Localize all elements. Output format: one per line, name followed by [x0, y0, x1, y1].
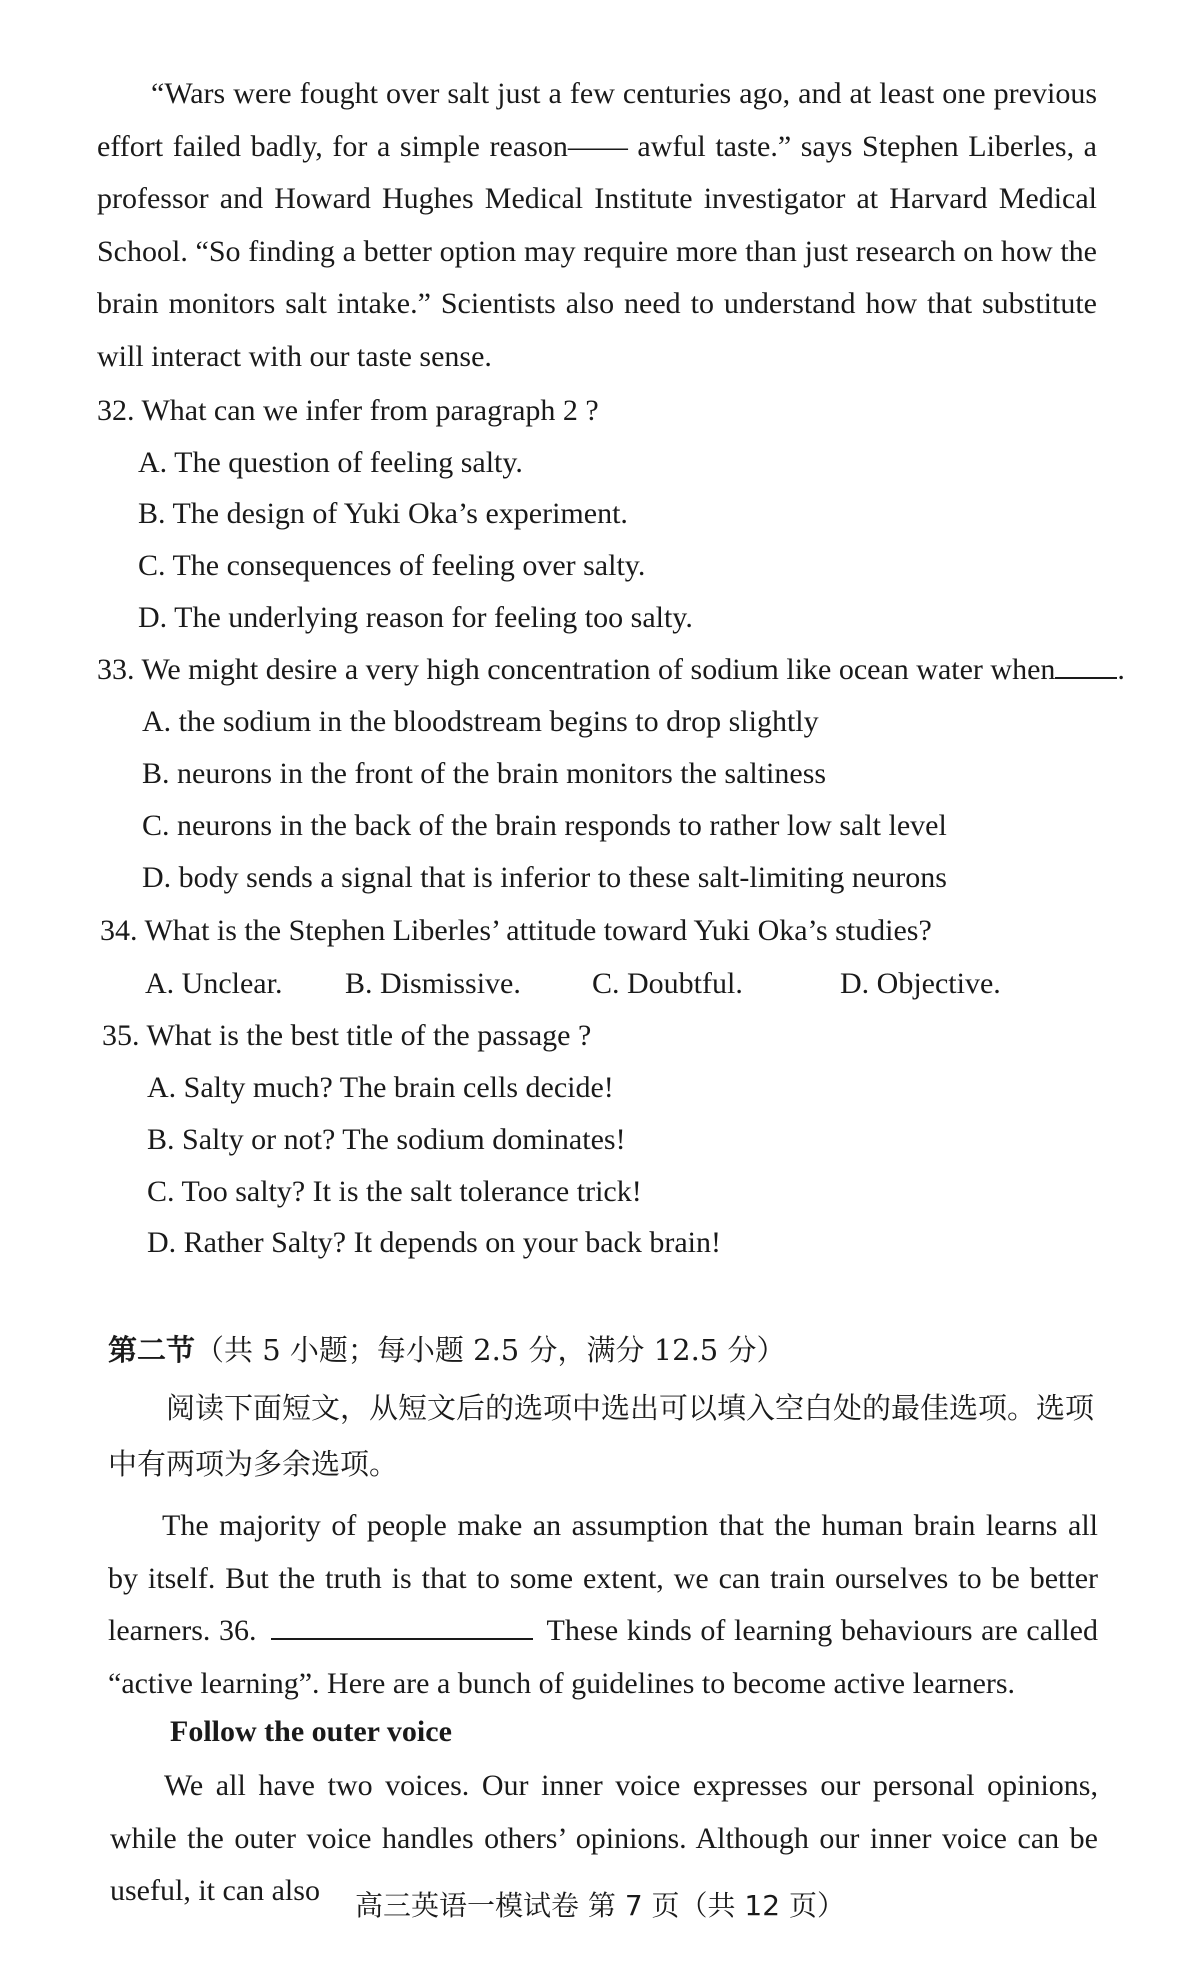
- question-35-stem: 35. What is the best title of the passage ?: [102, 1019, 592, 1052]
- question-34-stem: 34. What is the Stephen Liberles’ attitude toward Yuki Oka’s studies?: [100, 914, 932, 947]
- question-34-option-d: D. Objective.: [840, 967, 1001, 1000]
- question-32-option-d: D. The underlying reason for feeling too salty.: [138, 601, 693, 634]
- question-33-option-a: A. the sodium in the bloodstream begins to drop slightly: [142, 705, 819, 738]
- passage-paragraph: “Wars were fought over salt just a few centuries ago, and at least one previous effort failed badly, for a simple reason—— awful taste.” says Stephen Liberles, a professor and Howard Hughes Medical Institute investigator at Harvard Medical School. “So finding a better option may require more than just research on how the brain monitors salt intake.” Scientists also need to understand how that substitute will interact with our taste sense.: [97, 77, 1097, 373]
- question-34-option-c: C. Doubtful.: [592, 967, 743, 1000]
- section-heading: [108, 1330, 785, 1370]
- question-32-stem: 32. What can we infer from paragraph 2 ?: [97, 394, 599, 427]
- question-34-option-b: B. Dismissive.: [345, 967, 521, 1000]
- question-35-option-d: D. Rather Salty? It depends on your back brain!: [147, 1226, 721, 1259]
- question-33-stem-text: 33. We might desire a very high concentration of sodium like ocean water when: [97, 653, 1056, 686]
- page-footer: 高三英语一模试卷 第 7 页（共 12 页）: [355, 1889, 845, 1922]
- question-33-stem: [97, 650, 1125, 690]
- passage-paragraph-intro: [108, 1500, 1098, 1710]
- answer-blank: [1055, 651, 1117, 679]
- section-instructions: 阅读下面短文，从短文后的选项中选出可以填入空白处的最佳选项。选项中有两项为多余选项。: [108, 1391, 1095, 1481]
- question-33-option-b: B. neurons in the front of the brain monitors the saltiness: [142, 757, 827, 790]
- question-33-option-d: D. body sends a signal that is inferior to these salt-limiting neurons: [142, 861, 947, 894]
- question-32-option-c: C. The consequences of feeling over salty.: [138, 549, 646, 582]
- question-33-option-c: C. neurons in the back of the brain responds to rather low salt level: [142, 809, 947, 842]
- passage-paragraph-outer-voice: We all have two voices. Our inner voice expresses our personal opinions, while the outer voice handles others’ opinions. Although our inner voice can be useful, it can also: [110, 1769, 1098, 1908]
- section-title: 第二节: [108, 1333, 196, 1367]
- question-34-option-a: A. Unclear.: [145, 967, 283, 1000]
- passage-subheading: Follow the outer voice: [170, 1715, 452, 1748]
- question-33-stem-end: .: [1117, 653, 1125, 686]
- section-scoring: （共 5 小题；每小题 2.5 分，满分 12.5 分）: [195, 1333, 786, 1367]
- question-35-option-b: B. Salty or not? The sodium dominates!: [147, 1123, 626, 1156]
- passage-intro-text: The majority of people make an assumption that the human brain learns all by itself. But the truth is that to some extent, we can train ourselves to be better learners. 36.: [108, 1509, 1098, 1648]
- passage-intro-continuation: These kinds of learning behaviours are called “active learning”. Here are a bunch of guidelines to become active learners.: [108, 1614, 1098, 1700]
- question-35-option-c: C. Too salty? It is the salt tolerance trick!: [147, 1175, 642, 1208]
- question-32-option-a: A. The question of feeling salty.: [138, 446, 523, 479]
- answer-blank-36: [271, 1612, 533, 1640]
- question-35-option-a: A. Salty much? The brain cells decide!: [147, 1071, 614, 1104]
- question-32-option-b: B. The design of Yuki Oka’s experiment.: [138, 497, 628, 530]
